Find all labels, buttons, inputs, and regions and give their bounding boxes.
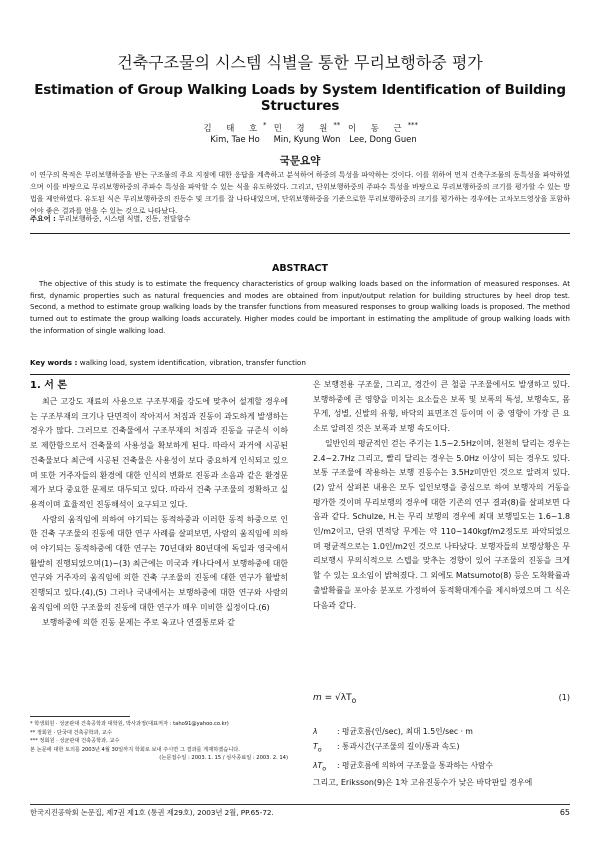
definition-sub: o	[322, 764, 327, 773]
divider	[30, 233, 570, 234]
author-name-kr: 민 경 원	[273, 122, 334, 133]
equation-number: (1)	[558, 693, 570, 702]
definition-symbol: λ	[313, 727, 318, 736]
author-mark: **	[333, 121, 341, 129]
footnote: 본 논문에 대한 토의를 2003년 4월 30일까지 학회로 보내 주시면 그 결과를 게재하겠습니다.	[30, 746, 240, 753]
paper-title-korean: 건축구조물의 시스템 식별을 통한 무리보행하중 평가	[117, 53, 483, 72]
footnote: *** 정회원 · 성균관대 건축공학과, 교수	[30, 738, 120, 745]
keywords-kr-text: 무리보행하중, 시스템 식별, 진동, 전달함수	[58, 214, 191, 223]
definition-text: : 통과시간(구조물의 길이/통과 속도)	[337, 742, 460, 752]
body-paragraph-continued: 그리고, Eriksson(9)은 1차 고유진동수가 낮은 바닥판일 경우에	[313, 778, 533, 787]
abstract-en-heading: ABSTRACT	[271, 263, 329, 274]
definition-text: : 평균호름에 의하여 구조물을 통과하는 사람수	[337, 761, 493, 771]
keywords-en	[30, 358, 570, 367]
left-column	[30, 395, 288, 630]
abstract-kr-body: 이 연구의 목적은 무리보행하중을 받는 구조물의 주요 지점에 대한 응답을 계측하고 분석하여 하중의 특성을 파악하는 것이다. 이를 위하여 먼저 건축구조물의 동특성을 파악하였으며 이를 바탕으로 무리보행하중의 주파수 특성을 파악할 수 있는 식을 유도하였다. 그리고, 단위보행하중의 주파수 특성을 바탕으로 무리보행하중의 크기를 평가할 수 있는 방법을 제안하였다. 유도된 식은 무리보행하중의 진동수 및 크기를 잘 나타내었으며, 단위보행하중을 기준으로한 무리보행하중의 크기를 평가하는 경우에는 고차모드영상을 포함하여야 좋은 결과를 얻을 수 있는 것으로 나타났다.	[30, 170, 570, 215]
definition-text: : 평균호름(인/sec), 최대 1.5인/sec · m	[337, 727, 473, 736]
body-paragraph: 최근 고강도 재료의 사용으로 구조부재를 강도에 맞추어 설계할 경우에는 구조부재의 크기나 단면적이 작아져서 처짐과 진동이 과도하게 발생하는 경우가 많다. 그러므로 건축물에서 구조부재의 처짐과 진동을 규준식 이하로 제한함으로서 건축물의 사용성을 확보하게 된다. 따라서 과거에 시공된 건축물보다 최근에 시공된 건축물은 사용성이 보다 중요하게 인식되고 있으며 또한 거주자들의 환경에 대한 인식의 변화로 진동과 소음과 같은 환경문제가 보다 중요한 문제로 대두되고 있다. 따라서 건축 구조물의 정확하고 실용적이며 효율적인 진동해석이 요구되고 있다.	[30, 397, 288, 509]
journal-footer: 한국지진공학회 논문집, 제7권 제1호 (통권 제29호), 2003년 2월, PP.65-72.	[30, 808, 274, 817]
equation-sub: o	[351, 695, 357, 705]
definition-row	[313, 758, 570, 777]
right-column	[313, 378, 570, 613]
author-name-en: Kim, Tae Ho	[210, 133, 260, 144]
author-name-en: Min, Kyung Won	[273, 133, 341, 144]
author-mark: ***	[407, 121, 419, 129]
definition-symbol: T	[313, 742, 318, 752]
footnote: ** 정회원 · 단국대 건축공학과, 교수	[30, 729, 112, 736]
page-number: 65	[559, 808, 570, 817]
keywords-en-label: Key words :	[30, 358, 78, 367]
footer-divider	[30, 804, 570, 805]
equation-1: $m = √\lambda T_o$ (1)	[313, 693, 570, 705]
equation-rhs: √λT	[335, 693, 352, 703]
footnote-divider	[30, 716, 130, 717]
author-name-kr: 김 태 호	[203, 122, 264, 133]
author-3	[333, 120, 433, 145]
paper-title-english: Estimation of Group Walking Loads by System Identification of Building Structures	[34, 82, 566, 114]
body-paragraph: 보행하중에 의한 진동 문제는 주로 육교나 연결통로와 같	[42, 617, 235, 627]
definition-row	[313, 724, 570, 739]
body-paragraph: 사람의 움직임에 의하여 야기되는 동적하중과 이러한 동적 하중으로 인한 건축 구조물의 진동에 대한 연구 사례를 살펴보면, 사람의 움직임에 의하여 야기되는 동적하중에 대한 연구는 70년대와 80년대에 독일과 영국에서 활발히 진행되었으며(1)~(3) 최근에는 미국과 캐나다에서 보행하중에 대한 연구와 거주자의 움직임에 의한 건축 구조물의 진동에 대한 연구가 활발히 진행되고 있다.(4),(5) 그러나 국내에서는 보행하중에 대한 연구와 사람의 움직임에 의한 구조물의 진동에 대한 연구가 매우 미비한 실정이다.(6)	[30, 514, 288, 612]
keywords-en-text: walking load, system identification, vibration, transfer function	[79, 358, 306, 367]
footnotes	[30, 720, 288, 763]
definition-symbol: λT	[313, 761, 323, 771]
body-paragraph: 은 보행전용 구조물, 그리고, 경간이 큰 철골 구조물에서도 발생하고 있다. 보행하중에 큰 영향을 미치는 요소들은 보폭 및 보폭의 특성, 보행속도, 몸무게, 성별, 신발의 유형, 바닥의 표면조건 등이며 이 중 영향이 가장 큰 요소로 알려진 것은 보폭과 보행 속도이다.	[313, 380, 570, 434]
equation-lhs: m	[313, 693, 322, 703]
abstract-kr-heading: 국문요약	[279, 155, 321, 167]
author-mark: *	[263, 121, 267, 129]
author-name-kr: 이 동 근	[347, 122, 408, 133]
definition-sub: o	[317, 745, 322, 754]
equation-definitions	[313, 724, 570, 777]
author-name-en: Lee, Dong Guen	[349, 133, 417, 144]
divider	[30, 374, 570, 375]
keywords-kr-label: 주요어 :	[30, 214, 56, 223]
footnote: * 학생회원 · 성균관대 건축공학과 대학원, 박사과정(대표저자 : taho91@yahoo.co.kr)	[30, 721, 229, 727]
abstract-en-body: The objective of this study is to estimate the frequency characteristics of group walking loads based on the information of measured responses. At first, dynamic properties such as natural frequencies and modes are obtained from input/output relation for building structures by heel drop test. Second, a method to estimate group walking loads by the transfer functions from measured responses to group walking loads is proposed. The method turned out to estimate the group walking loads accurately. Higher modes could be important in estimating the amplitude of group walking loads with the information of single walking load.	[30, 279, 570, 335]
definition-row	[313, 739, 570, 758]
keywords-kr	[30, 214, 570, 224]
body-paragraph: 일반인의 평균적인 걷는 주기는 1.5~2.5Hz이며, 천천히 달리는 경우는 2.4~2.7Hz 그리고, 빨리 달리는 경우는 5.0Hz 이상이 되는 경우도 있다. 보통 구조물에 작용하는 보행 진동수는 3.5Hz미만인 것으로 알려져 있다.(2) 앞서 살펴본 내용은 모두 일인보행을 중심으로 하여 보행자의 거동을 평가한 것이며 무리보행의 경우에 대한 기존의 연구 결과(8)를 살펴보면 다음과 같다. Schulze, H.는 무리 보행의 경우에 최대 보행밀도는 1.6~1.8인/m2이고, 단위 면적당 무게는 약 110~140kgf/m2정도로 파악되었으며 평균적으로는 1.0인/m2인 것으로 나타났다. 보행자들의 보행상황은 무리보행시 무의식적으로 스텝을 맞추는 경향이 있어 구조물의 진동을 크게 할 수 있는 요소임이 밝혀졌다. 그 외에도 Matsumoto(8) 등은 도착확률과 출발확률을 포아송 분포로 가정하여 동적확대계수를 제시하였으며 그 식은 다음과 같다.	[313, 438, 570, 610]
footnote: (논문접수일 : 2003. 1. 15 / 심사종료일 : 2003. 2. 14)	[159, 755, 288, 762]
section-heading: 1. 서 론	[30, 380, 68, 391]
